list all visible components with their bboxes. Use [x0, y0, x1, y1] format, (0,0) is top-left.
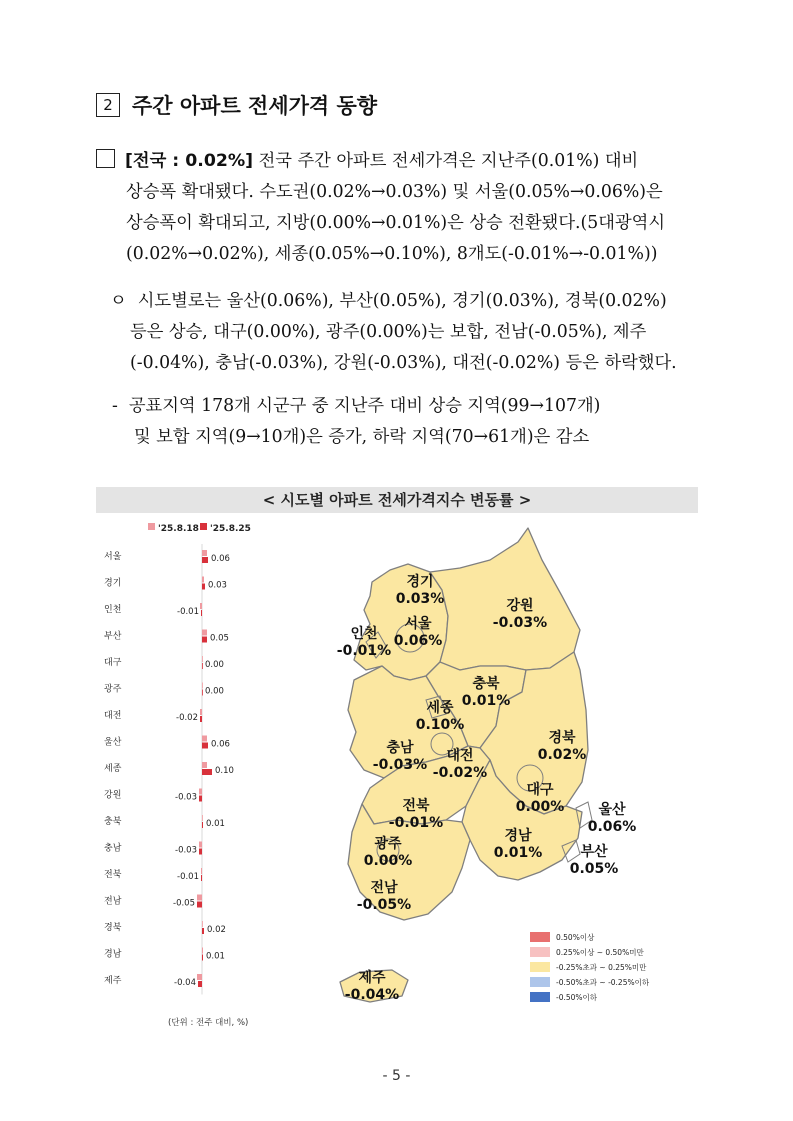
map-region-name: 인천 [350, 626, 378, 642]
bar [202, 557, 208, 563]
category-label: 강원 [104, 790, 122, 801]
map-region-value: -0.01% [336, 643, 392, 659]
map-legend-swatch [530, 932, 550, 942]
unit-note: (단위 : 전주 대비, %) [168, 1018, 249, 1028]
map-region-name: 전남 [370, 880, 398, 896]
map-legend-label: -0.50%초과 ~ -0.25%이하 [556, 978, 650, 987]
map-region-name: 세종 [426, 700, 454, 716]
map-region-value: -0.01% [388, 815, 444, 831]
bar [197, 895, 202, 901]
region-summary-paragraph [110, 286, 700, 379]
map-legend-swatch [530, 962, 550, 972]
bar [202, 584, 205, 590]
value-label: 0.03 [208, 580, 227, 591]
map-region-name: 울산 [598, 802, 626, 818]
checkbox-square-icon [96, 149, 115, 168]
bar [202, 550, 207, 556]
map-region-gyeonggi-seoul [354, 564, 448, 680]
para3-line: 및 보합 지역(9→10개)은 증가, 하락 지역(70→61개)은 감소 [134, 427, 590, 447]
para2-line: (-0.04%), 충남(-0.03%), 강원(-0.03%), 대전(-0.02%) 등은 하락했다. [130, 353, 677, 373]
value-label: 0.00 [205, 660, 224, 670]
map-legend-label: -0.50%이하 [556, 993, 598, 1002]
bar [201, 875, 202, 881]
map-region-value: 0.00% [363, 853, 413, 869]
legend-label: '25.8.18 [158, 524, 199, 534]
map-legend [530, 932, 650, 1002]
category-label: 대구 [104, 658, 122, 668]
map-legend-label: -0.25%초과 ~ 0.25%미만 [556, 963, 647, 972]
bullet-circle-icon: ㅇ [110, 291, 127, 311]
value-label: 0.01 [206, 819, 225, 829]
category-label: 대전 [104, 711, 122, 721]
bar [202, 815, 203, 821]
section-number: 2 [96, 93, 120, 117]
value-label: 0.06 [211, 739, 230, 750]
map-region-name: 서울 [404, 616, 432, 632]
bar [199, 842, 202, 848]
category-label: 부산 [104, 631, 122, 642]
bar [202, 822, 203, 828]
category-label: 전남 [104, 896, 122, 907]
map-region-name: 경기 [406, 574, 434, 590]
category-label: 충남 [104, 843, 122, 854]
map-region-value: 0.06% [587, 819, 637, 835]
category-label: 전북 [104, 870, 122, 880]
value-label: 0.05 [210, 633, 229, 644]
category-label: 광주 [104, 684, 122, 695]
map-region-value: -0.05% [356, 897, 412, 913]
legend-swatch [200, 523, 207, 530]
value-label: 0.02 [207, 925, 226, 935]
category-label: 인천 [104, 605, 122, 615]
para1-line: 전국 주간 아파트 전세가격은 지난주(0.01%) 대비 [258, 151, 639, 171]
bar [200, 603, 202, 609]
category-label: 제주 [104, 976, 122, 986]
para3-line: 공표지역 178개 시군구 중 지난주 대비 상승 지역(99→107개) [128, 396, 601, 416]
map-region-name: 대전 [446, 748, 474, 764]
bar [200, 716, 202, 722]
value-label: 0.10 [215, 766, 234, 776]
map-region-name: 충북 [472, 676, 500, 692]
bar [199, 789, 202, 795]
map-region-name: 경북 [548, 730, 576, 746]
para1-line: 상승폭이 확대되고, 지방(0.00%→0.01%)은 상승 전환됐다.(5대광역시 [126, 213, 666, 233]
category-label: 세종 [104, 764, 122, 774]
para1-line: (0.02%→0.02%), 세종(0.05%→0.10%), 8개도(-0.01%→-0.01%)) [126, 244, 658, 264]
bar [197, 902, 202, 908]
bar [202, 736, 207, 742]
bar [202, 928, 204, 934]
map-legend-swatch [530, 977, 550, 987]
para1-line: 상승폭 확대됐다. 수도권(0.02%→0.03%) 및 서울(0.05%→0.06%)은 [126, 182, 663, 202]
map-region-name: 전북 [402, 798, 430, 814]
para2-line: 등은 상승, 대구(0.00%), 광주(0.00%)는 보합, 전남(-0.05%), 제주 [130, 322, 647, 342]
national-lead: [전국 : 0.02%] [125, 151, 254, 171]
bar [202, 948, 203, 954]
map-region-name: 충남 [386, 740, 414, 756]
bar [202, 637, 207, 643]
bar [201, 868, 202, 874]
legend-swatch [148, 523, 155, 530]
map-region-value: 0.02% [537, 747, 587, 763]
map-region-value: 0.05% [569, 861, 619, 877]
bar [202, 762, 207, 768]
value-label: -0.03 [175, 845, 197, 856]
map-region-value: -0.04% [344, 987, 400, 1003]
bar [202, 769, 212, 775]
category-label: 울산 [104, 737, 122, 748]
map-legend-label: 0.25%이상 ~ 0.50%미만 [556, 948, 644, 957]
district-summary-paragraph [112, 391, 700, 453]
bar [202, 743, 208, 749]
bar [202, 921, 203, 927]
map-region-value: 0.06% [393, 633, 443, 649]
section-title: 주간 아파트 전세가격 동향 [132, 94, 378, 118]
bar [202, 690, 203, 696]
map-region-value: 0.00% [515, 799, 565, 815]
map-legend-label: 0.50%이상 [556, 933, 595, 942]
national-summary-paragraph [96, 146, 698, 270]
bar [199, 849, 202, 855]
value-label: -0.03 [175, 792, 197, 803]
bullet-dash-icon: - [112, 396, 118, 416]
category-label: 경북 [104, 923, 122, 933]
map-region-value: -0.03% [372, 757, 428, 773]
page-number: - 5 - [382, 1068, 411, 1084]
value-label: 0.00 [205, 686, 224, 697]
bar [202, 955, 203, 961]
map-region-name: 광주 [374, 836, 402, 852]
value-label: -0.02 [176, 713, 198, 723]
map-region-value: -0.02% [432, 765, 488, 781]
category-label: 서울 [104, 552, 122, 562]
bar [198, 981, 202, 987]
bar [202, 683, 203, 689]
map-region-value: 0.03% [395, 591, 445, 607]
bar [202, 577, 204, 583]
figure-title: < 시도별 아파트 전세가격지수 변동률 > [96, 487, 698, 513]
bar [199, 796, 202, 802]
value-label: -0.01 [177, 872, 199, 882]
map-region-value: -0.03% [492, 615, 548, 631]
map-legend-swatch [530, 947, 550, 957]
map-region-value: 0.01% [461, 693, 511, 709]
map-region-name: 경남 [504, 828, 532, 844]
section-heading [96, 90, 377, 120]
map-region-name: 대구 [526, 782, 554, 798]
region-bar-chart [96, 518, 330, 1038]
para2-line: 시도별로는 울산(0.06%), 부산(0.05%), 경기(0.03%), 경북(0.02%) [137, 291, 667, 311]
value-label: 0.01 [206, 951, 225, 962]
bar [202, 663, 203, 669]
map-region-gangwon [430, 528, 580, 670]
map-region-name: 강원 [506, 598, 534, 614]
map-region-name: 제주 [358, 970, 386, 986]
bar [201, 610, 202, 616]
map-region-name: 부산 [580, 844, 608, 860]
map-region-value: 0.01% [493, 845, 543, 861]
value-label: -0.01 [177, 607, 199, 617]
value-label: -0.04 [174, 978, 196, 988]
category-label: 경남 [104, 949, 122, 960]
bar [202, 630, 207, 636]
legend-label: '25.8.25 [210, 524, 251, 534]
category-label: 충북 [104, 817, 122, 827]
map-legend-swatch [530, 992, 550, 1002]
bar [197, 974, 202, 980]
map-region-value: 0.10% [415, 717, 465, 733]
bar [200, 709, 202, 715]
category-label: 경기 [104, 578, 122, 589]
korea-choropleth-map [330, 520, 700, 1020]
bar [202, 656, 203, 662]
value-label: -0.05 [173, 898, 195, 909]
value-label: 0.06 [211, 554, 230, 564]
